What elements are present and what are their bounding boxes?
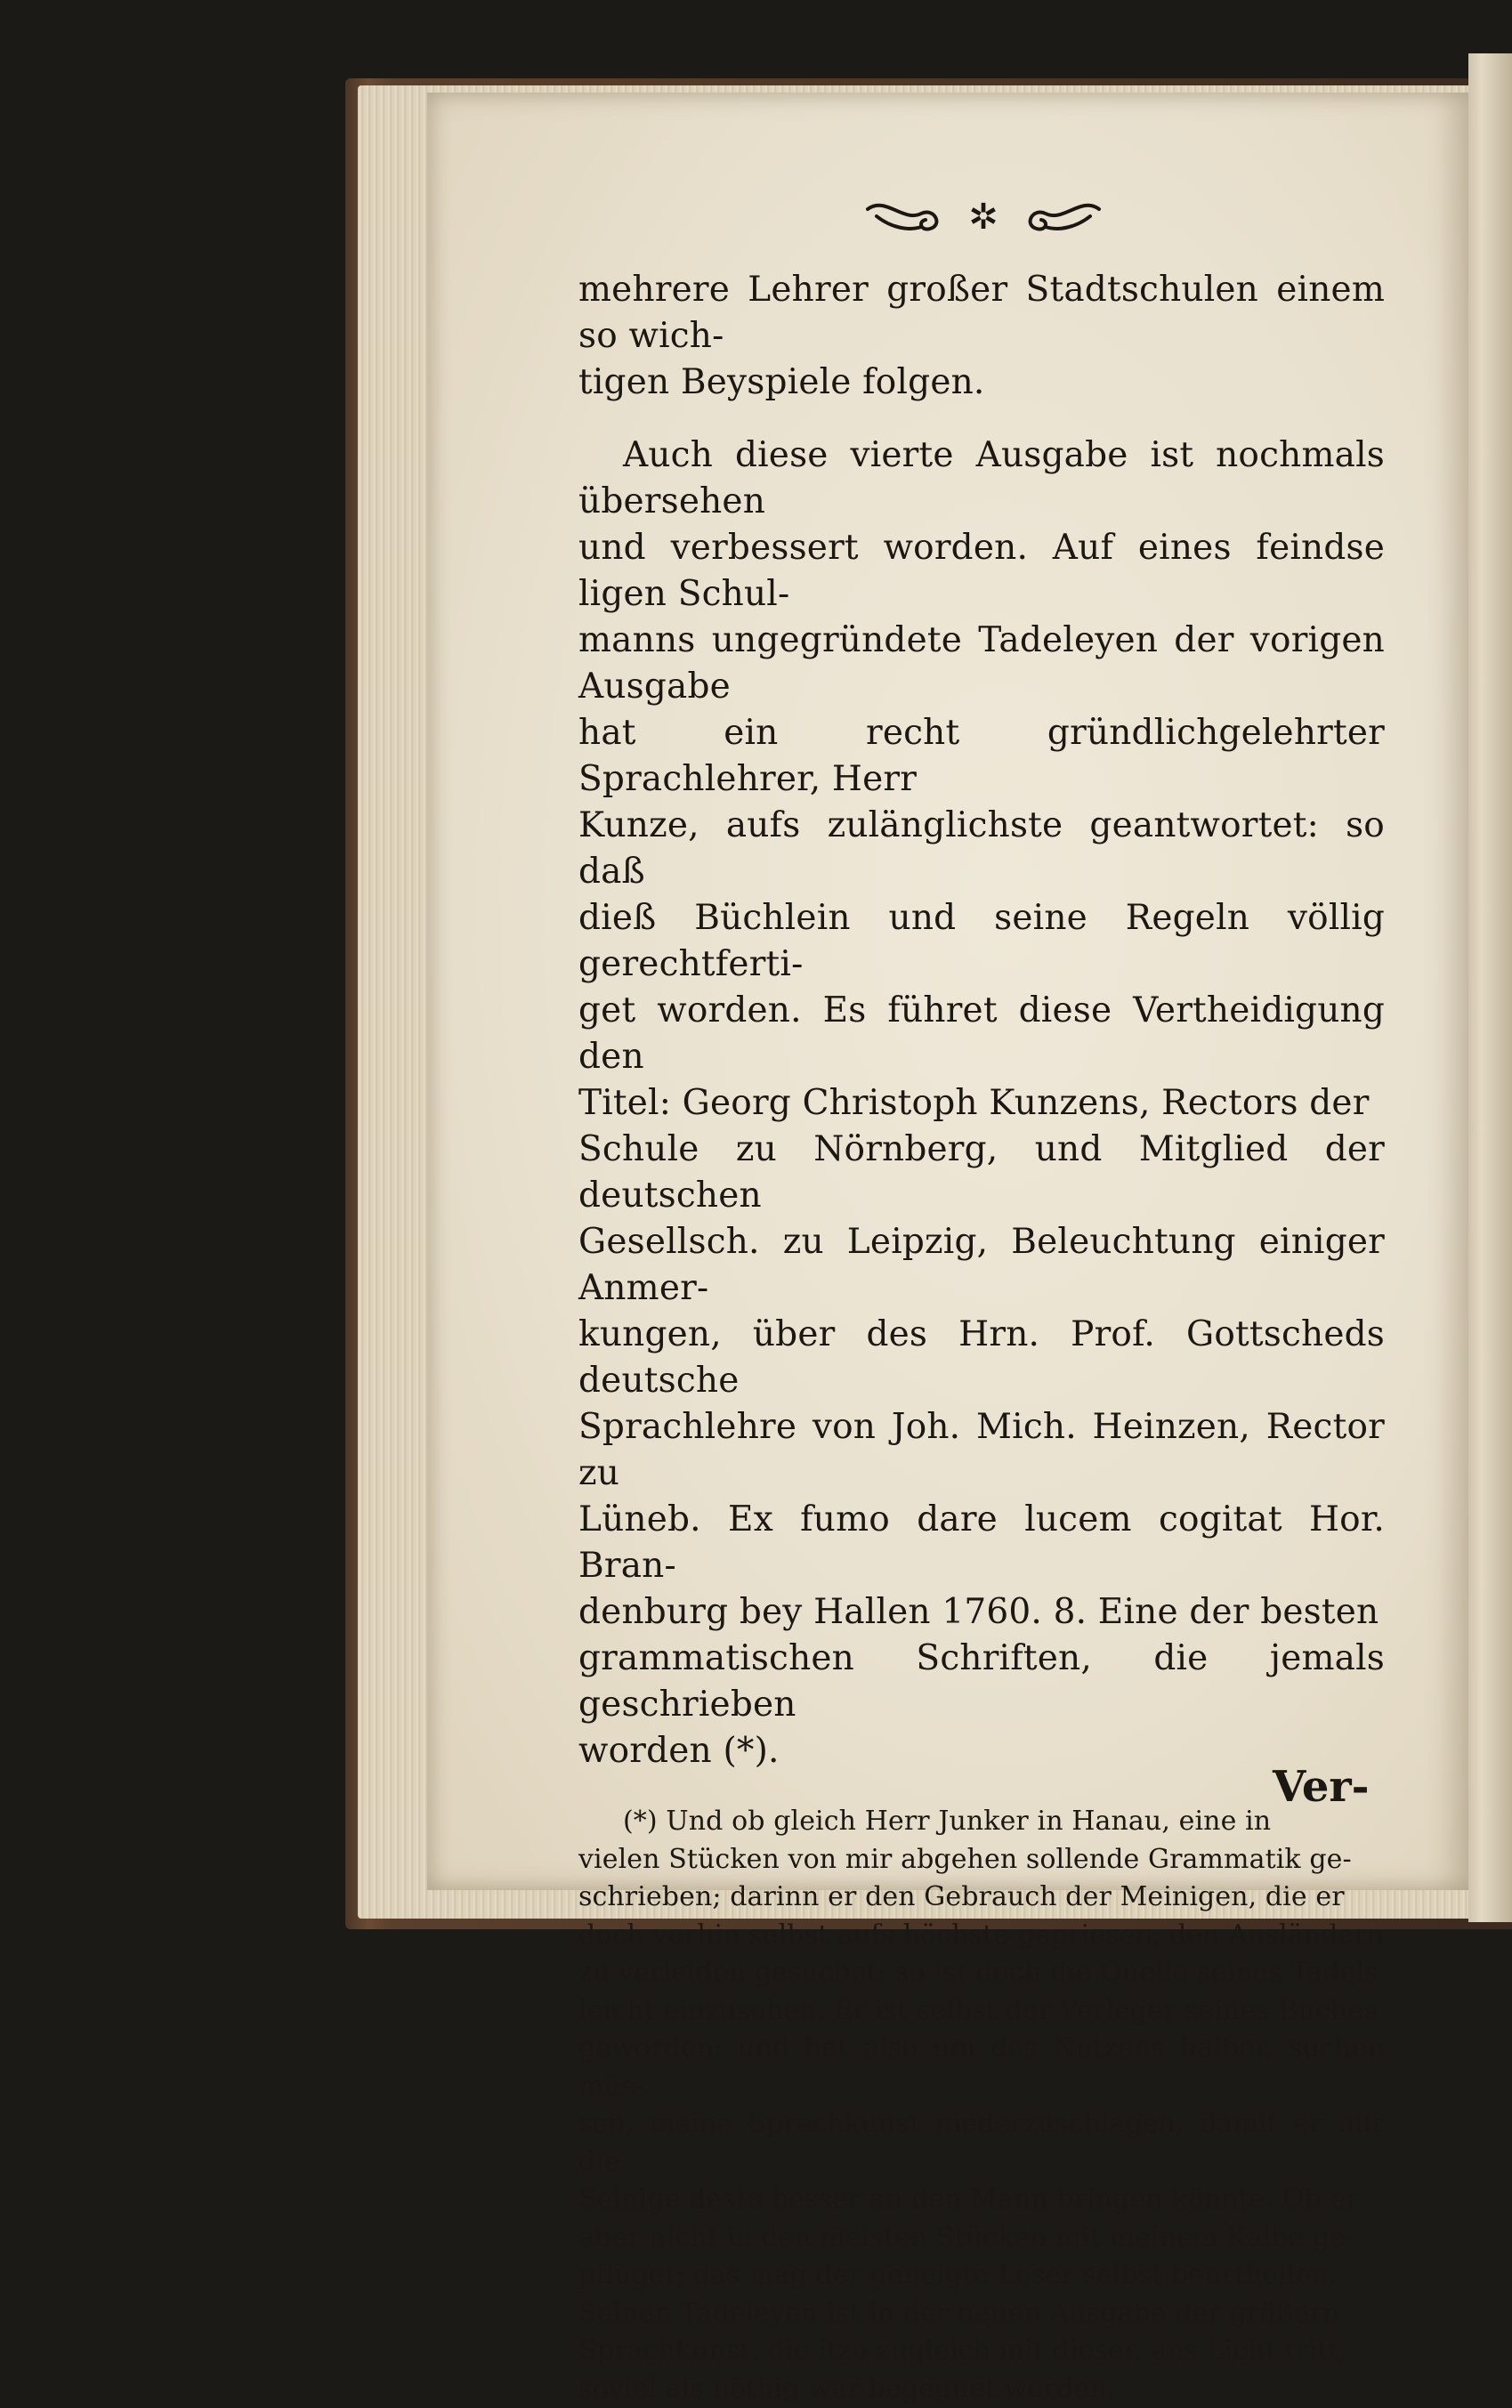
text-line: worden (*). xyxy=(578,1728,1385,1774)
footnote-line: aber nicht in den meisten Stücken mit meinem Kalbe ge- xyxy=(578,2219,1385,2258)
text-line: grammatischen Schriften, die jemals geschrieben xyxy=(578,1636,1385,1728)
text-line: Auch diese vierte Ausgabe ist nochmals übersehen xyxy=(578,432,1385,525)
footnote-line: geworden; und hat also um des Nutzens halber, suchen müs- xyxy=(578,2030,1385,2105)
text-line: get worden. Es führet diese Vertheidigung den xyxy=(578,988,1385,1080)
paragraph-2 xyxy=(578,432,1385,1774)
paragraph-1 xyxy=(578,267,1385,406)
text-line: Sprachlehre von Joh. Mich. Heinzen, Rector zu xyxy=(578,1404,1385,1497)
footnote-line: soviel als nöthig war begegnet worden. xyxy=(578,2371,1385,2408)
footnote-line: sen, meine Sprachkunst niederzuschlagen, damit er nur die xyxy=(578,2105,1385,2181)
ornament-icon xyxy=(859,191,1108,245)
text-line: Schule zu Nörnberg, und Mitglied der deutschen xyxy=(578,1127,1385,1219)
footnote-line: schrieben; darinn er den Gebrauch der Meinigen, die er xyxy=(578,1879,1385,1917)
text-line: dieß Büchlein und seine Regeln völlig gerechtferti- xyxy=(578,895,1385,988)
text-line: denburg bey Hallen 1760. 8. Eine der besten xyxy=(578,1589,1385,1636)
footnote-line: pflüget; das mag der geneigte Leser selbst beurtheilen. xyxy=(578,2257,1385,2295)
footnote-line: doch vorhin selbst aufs höchste gepriesen, den Ausländern xyxy=(578,1917,1385,1955)
text-line: und verbessert worden. Auf eines feindse ligen Schul- xyxy=(578,525,1385,618)
footnote-line: Sprachkunst, die itzo zugleich mit dieser, ans Licht tritt, xyxy=(578,2332,1385,2371)
footnote xyxy=(578,1803,1385,2408)
text-line: Kunze, aufs zulänglichste geantwortet: so daß xyxy=(578,803,1385,895)
facing-page-edge xyxy=(1468,53,1512,1922)
footnote-line: vielen Stücken von mir abgehen sollende Grammatik ge- xyxy=(578,1841,1385,1879)
catchword: Ver- xyxy=(1273,1762,1370,1812)
text-line: hat ein recht gründlichgelehrter Sprachlehrer, Herr xyxy=(578,710,1385,803)
page-text xyxy=(578,267,1385,2408)
text-line: Gesellsch. zu Leipzig, Beleuchtung einiger Anmer- xyxy=(578,1219,1385,1312)
text-line: Lüneb. Ex fumo dare lucem cogitat Hor. Bran- xyxy=(578,1497,1385,1589)
text-line: Titel: Georg Christoph Kunzens, Rectors der xyxy=(578,1080,1385,1127)
footnote-line: Seinige desto besser an den Mann bringen könnte. Ob er xyxy=(578,2181,1385,2219)
footnote-line: Seinen Tadeleyen ist in der neuen Ausgabe der größern xyxy=(578,2295,1385,2333)
text-line: mehrere Lehrer großer Stadtschulen einem so wich- xyxy=(578,267,1385,360)
text-line: tigen Beyspiele folgen. xyxy=(578,360,1385,406)
ornament-star: ✲ xyxy=(968,197,999,238)
footnote-line: leicht einzusehen. Er ist selbst der Verleger seines Buches xyxy=(578,1992,1385,2031)
footnote-line: (*) Und ob gleich Herr Junker in Hanau, eine in xyxy=(578,1803,1385,1841)
footnote-line: zu verleiden gesuchet: so ist doch die Quelle seines Tadels xyxy=(578,1954,1385,1992)
text-line: kungen, über des Hrn. Prof. Gottscheds deutsche xyxy=(578,1312,1385,1404)
text-line: manns ungegründete Tadeleyen der vorigen Ausgabe xyxy=(578,618,1385,710)
